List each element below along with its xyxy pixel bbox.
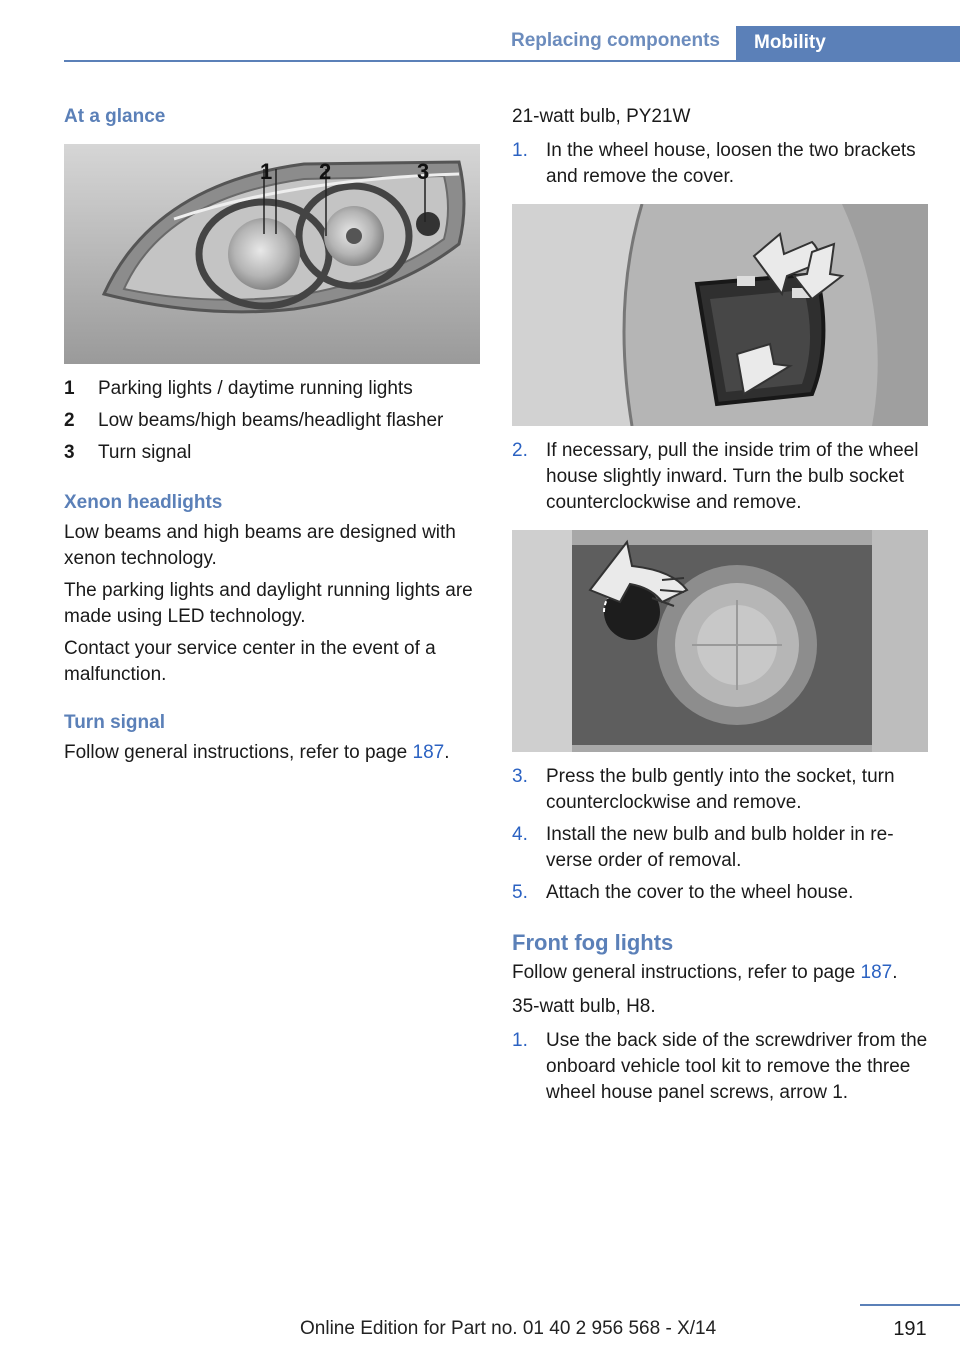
page-link[interactable]: 187 <box>412 742 445 763</box>
at-a-glance-heading: At a glance <box>64 106 166 127</box>
legend-item <box>64 440 480 466</box>
legend-number: 1 <box>64 378 75 399</box>
turn-signal-paragraph <box>64 740 480 766</box>
step-number: 5. <box>512 882 528 903</box>
step-text: In the wheel house, loosen the two brackets and remove the cover. <box>546 140 916 187</box>
running-header-section: Replacing components <box>510 30 720 51</box>
footer-rule <box>860 1304 960 1306</box>
step-item <box>512 880 928 906</box>
sentence-end: . <box>444 742 450 763</box>
turn-signal-heading: Turn signal <box>64 712 165 733</box>
xenon-paragraph: Low beams and high beams are designed with xenon technology. <box>64 522 456 569</box>
wheel-house-cover-illustration <box>512 204 928 426</box>
fog-lights-text: Follow general instructions, refer to page <box>512 962 861 983</box>
step-text: Install the new bulb and bulb holder in reverse order of removal. <box>546 824 894 871</box>
step-item <box>512 138 928 190</box>
legend-item <box>64 408 480 434</box>
bulb-socket-figure <box>512 530 928 752</box>
callout-1: 1 <box>260 159 273 184</box>
wheel-house-cover-figure <box>512 204 928 426</box>
bulb-socket-illustration <box>512 530 928 752</box>
step-item <box>512 764 928 816</box>
sentence-end: . <box>892 962 898 983</box>
header-rule <box>64 60 960 62</box>
legend-item <box>64 376 480 402</box>
edition-footer: Online Edition for Part no. 01 40 2 956 568 - X/14 <box>300 1318 717 1339</box>
step-item <box>512 822 928 874</box>
step-number: 2. <box>512 440 528 461</box>
turn-signal-text: Follow general instructions, refer to page <box>64 742 413 763</box>
headlight-figure <box>64 144 480 364</box>
xenon-paragraph: Contact your service center in the event of a malfunction. <box>64 638 436 685</box>
running-header-chapter: Mobility <box>736 26 960 62</box>
fog-lights-heading: Front fog lights <box>512 930 674 955</box>
step-number: 3. <box>512 766 528 787</box>
fog-bulb-spec: 35-watt bulb, H8. <box>512 996 656 1017</box>
bulb-title: 21-watt bulb, PY21W <box>512 106 691 127</box>
step-text: Use the back side of the screwdriver from the onboard vehicle tool kit to remove the three wheel house panel screws, arrow 1. <box>546 1030 928 1103</box>
xenon-paragraph: The parking lights and daylight running lights are made using LED technology. <box>64 580 473 627</box>
fog-lights-paragraph <box>512 960 928 986</box>
page-link[interactable]: 187 <box>860 962 893 983</box>
legend-number: 2 <box>64 410 75 431</box>
xenon-heading: Xenon headlights <box>64 492 223 513</box>
step-text: Press the bulb gently into the socket, turn counterclockwise and remove. <box>546 766 895 813</box>
step-text: Attach the cover to the wheel house. <box>546 882 854 903</box>
step-text: If necessary, pull the inside trim of the wheel house slightly inward. Turn the bulb socket counterclockwise and remove. <box>546 440 919 513</box>
step-number: 1. <box>512 1030 528 1051</box>
steps-list <box>512 764 928 906</box>
legend-text: Parking lights / daytime running lights <box>98 378 413 399</box>
callout-3: 3 <box>417 159 430 184</box>
step-item <box>512 438 928 516</box>
legend-text: Low beams/high beams/headlight flasher <box>98 410 444 431</box>
step-number: 1. <box>512 140 528 161</box>
callout-2: 2 <box>319 159 332 184</box>
legend-number: 3 <box>64 442 75 463</box>
figure-legend <box>64 376 480 466</box>
step-item <box>512 1028 928 1106</box>
left-column <box>64 104 480 766</box>
headlight-illustration <box>64 144 480 364</box>
right-column <box>512 104 928 1106</box>
legend-text: Turn signal <box>98 442 192 463</box>
page-number: 191 <box>893 1318 927 1340</box>
step-number: 4. <box>512 824 528 845</box>
